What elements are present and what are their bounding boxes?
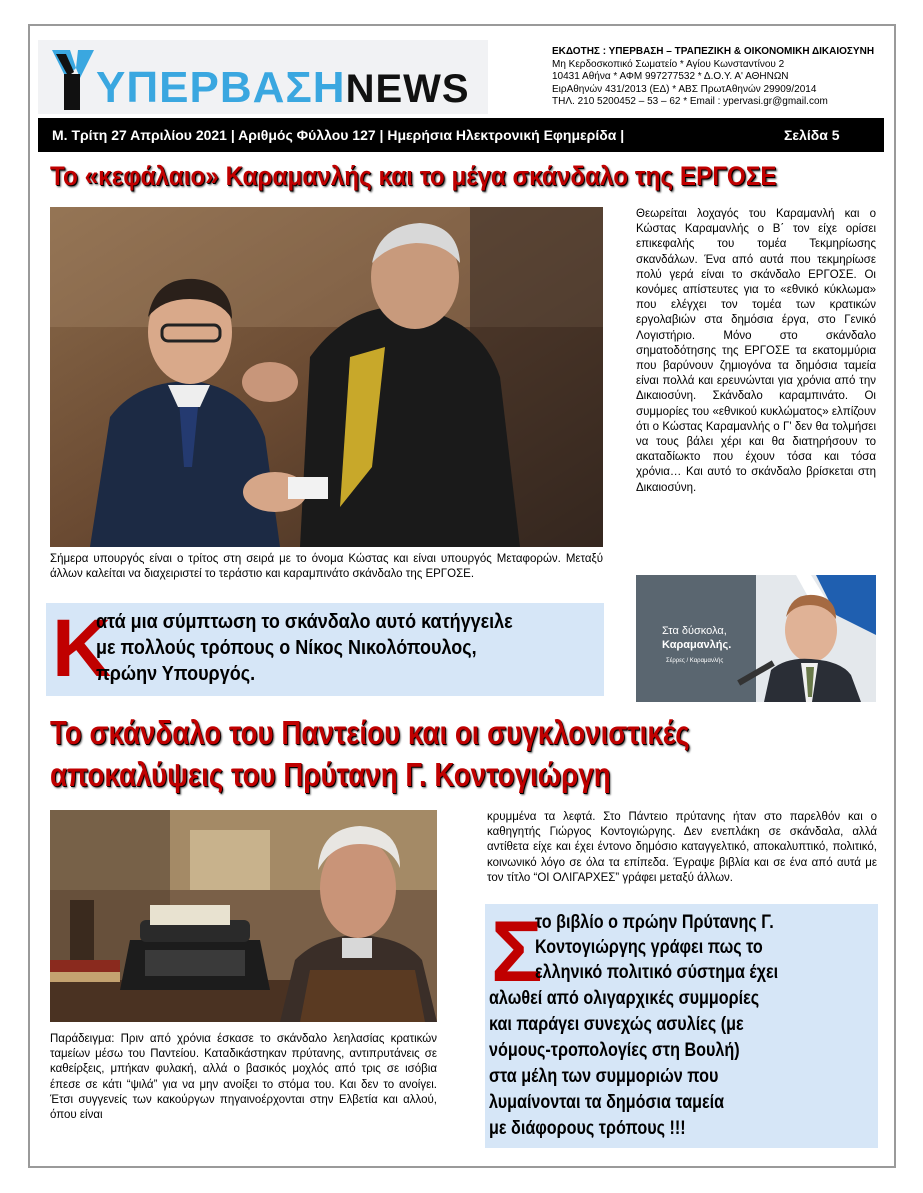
pullquote-line: ατά μια σύμπτωση το σκάνδαλο αυτό κατήγγειλε	[96, 611, 513, 633]
pullquote-line: νόμους-τροπολογίες στη Βουλή)	[489, 1040, 740, 1061]
pullquote-line: λυμαίνονται τα δημόσια ταμεία	[489, 1092, 725, 1113]
masthead-logo	[38, 40, 488, 114]
page-number: Σελίδα 5	[784, 127, 840, 143]
publisher-line: ΕιρΑθηνών 431/2013 (ΕΔ) * ΑΒΣ ΠρωτΑθηνών 29909/2014	[552, 83, 817, 95]
article1-body: Θεωρείται λοχαγός του Καραμανλή και ο Κώστας Καραμανλής ο Β΄ τον είχε ορίσει επικεφαλής του τομέα Τεκμηρίωσης σκανδάλων. Ένα από αυτά που τεκμηρίωσε πολύ γερά είναι το σκάνδαλο ΕΡΓΟΣΕ. Οι κονόμες απίστευτες για το «εθνικό κύκλωμα» που ελέγχει τον τομέα των κρατικών εργολαβιών στα δημόσια έργα, στο Γενικό Λογιστήριο. Μόνο στο σκάνδαλο σηματοδότησης της ΕΡΓΟΣΕ τα εκατομμύρια που βαρύνουν ζημιογόνα τα δημόσια ταμεία είναι πολλά και ερευνώνται για χρόνια από την Δικαιοσύνη. Σκάνδαλο καραμπινάτο. Οι συμμορίες του «εθνικού κυκλώματος» ελπίζουν ότι ο Κώστας Καραμανλής ο Γ' δεν θα τολμήσει να τους βάλει χέρι και θα διατηρήσουν το ακαταδίωκτο που έχουν τόσα και τόσα χρόνια… Και αυτό το σκάνδαλο βρίσκεται στη Δικαιοσύνη.	[636, 208, 876, 494]
article1-caption: Σήμερα υπουργός είναι ο τρίτος στη σειρά με το όνομα Κώστας και είναι υπουργός Μεταφορών. Μεταξύ άλλων καλείται να διαχειριστεί το τεράστιο και καραμπινάτο σκάνδαλο της ΕΡΓΟΣΕ.	[50, 553, 603, 580]
publisher-info	[552, 46, 882, 109]
handshake-photo-icon	[50, 207, 603, 547]
poster-slogan-line: Καραμανλής.	[662, 639, 732, 651]
pullquote-line: με διάφορους τρόπους !!!	[489, 1118, 686, 1139]
pullquote-line: στα μέλη των συμμοριών που	[489, 1066, 719, 1087]
article2-left-text: Παράδειγμα: Πριν από χρόνια έσκασε το σκάνδαλο λεηλασίας κρατικών ταμείων μέσω του Παντείου. Καταδικάστηκαν πρύτανης, αντιπρυτάνεις σε καθείρξεις, μπήκαν φυλακή, αλλά ο βασικός μοχλός από τρις σε ισόβια έπεσε σε κάτι “ψιλά” για να μην ανοίξει το στόμα του. Και δεν το ανοίγει. Έτσι συγγενείς των κακούργων πηγαινοέρχονται στην Ελβετία και αλλού, όπου είναι	[50, 1033, 437, 1122]
logo-part2: NEWS	[345, 67, 470, 111]
pullquote-line: πρώην Υπουργός.	[96, 663, 256, 685]
pullquote-line: με πολλούς τρόπους ο Νίκος Νικολόπουλος,	[96, 637, 477, 659]
poster-slogan-line: Στα δύσκολα,	[662, 625, 727, 637]
publisher-line: ΤΗΛ. 210 5200452 – 53 – 62 * Email : ypervasi.gr@gmail.com	[552, 96, 828, 108]
logo-wordmark	[96, 63, 470, 112]
pullquote-dropcap: Σ	[491, 904, 543, 1000]
logo-part1: ΥΠΕΡΒΑΣΗ	[96, 63, 346, 112]
article1-headline: Το «κεφάλαιο» Καραμανλής και το μέγα σκάνδαλο της ΕΡΓΟΣΕ	[50, 161, 777, 191]
issue-info: Μ. Τρίτη 27 Απριλίου 2021 | Αριθμός Φύλλου 127 | Ημερήσια Ηλεκτρονική Εφημερίδα |	[52, 127, 625, 143]
article2-headline-line: Το σκάνδαλο του Παντείου και οι συγκλονιστικές	[50, 714, 690, 751]
article1-photo-handshake	[50, 207, 603, 547]
pullquote-dropcap: Κ	[52, 603, 112, 694]
article2-headline-line: αποκαλύψεις του Πρύτανη Γ. Κοντογιώργη	[50, 756, 611, 793]
article2-pullquote	[485, 904, 878, 1148]
publisher-line: Μη Κερδοσκοπικό Σωματείο * Αγίου Κωνσταντίνου 2	[552, 58, 785, 70]
pullquote-line: αλωθεί από ολιγαρχικές συμμορίες	[489, 988, 760, 1009]
logo-y-icon	[52, 50, 94, 110]
issue-bar	[38, 118, 884, 152]
professor-photo-icon	[50, 810, 437, 1022]
article1-pullquote	[46, 603, 604, 696]
pullquote-line: και παράγει συνεχώς ασυλίες (με	[489, 1014, 744, 1035]
article2-photo-professor	[50, 810, 437, 1022]
publisher-line: 10431 Αθήνα * ΑΦΜ 997277532 * Δ.Ο.Υ. Α' ΑΘΗΝΩΝ	[552, 71, 789, 83]
publisher-line: ΕΚΔΟΤΗΣ : ΥΠΕΡΒΑΣΗ – ΤΡΑΠΕΖΙΚΗ & ΟΙΚΟΝΟΜΙΚΗ ΔΙΚΑΙΟΣΥΝΗ	[552, 46, 875, 57]
pullquote-line: Κοντογιώργης γράφει πως το	[535, 937, 763, 958]
pullquote-line: ελληνικό πολιτικό σύστημα έχει	[535, 962, 779, 983]
article2-right-text: κρυμμένα τα λεφτά. Στο Πάντειο πρύτανης ήταν στο παρελθόν και ο καθηγητής Γιώργος Κοντογιώργης. Δεν ενεπλάκη σε σκάνδαλα, αλλά αντίθετα είχε και έχει έντονο δημόσιο καταγγελτικό, αποκαλυπτικό, πολιτικό, κοινωνικό λόγο σε όλα τα επίπεδα. Έγραψε βιβλία και σε ένα από αυτά με τον τίτλο “ΟΙ ΟΛΙΓΑΡΧΕΣ” γράφει μεταξύ άλλων.	[487, 811, 877, 884]
article1-photo-poster	[636, 575, 876, 702]
poster-footer: Σέρρες / Καραμανλής	[666, 658, 724, 664]
pullquote-line: το βιβλίο ο πρώην Πρύτανης Γ.	[535, 912, 774, 933]
